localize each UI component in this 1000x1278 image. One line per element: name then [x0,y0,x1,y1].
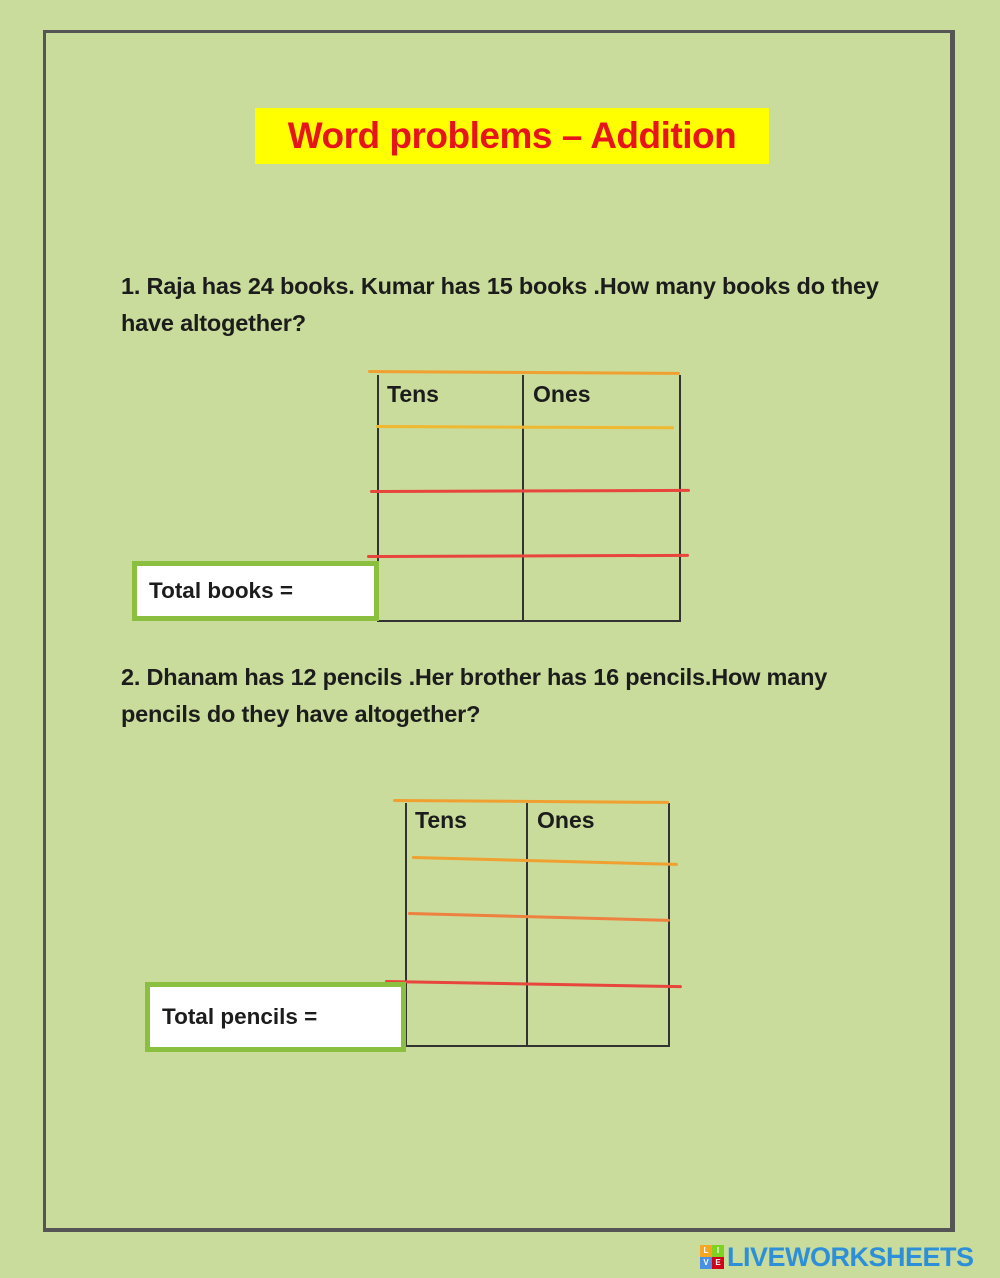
logo-letter: I [712,1245,724,1257]
total-books-answer-box[interactable] [132,561,379,621]
logo-letter: E [712,1257,724,1269]
liveworksheets-brand-text: LIVEWORKSHEETS [727,1241,974,1272]
total-pencils-answer-box[interactable] [145,982,406,1052]
liveworksheets-logo [700,1240,974,1274]
table-2-middle-divider [526,803,528,1047]
table-1-row-line-2 [367,554,689,558]
table-2-right-border [668,803,670,1047]
table-2-top-line [393,799,669,804]
total-books-label: Total books = [149,578,293,603]
table-2-row-line-1 [408,912,670,922]
table-1-right-border [679,375,681,622]
table-1-ones-header: Ones [533,381,591,407]
table-1-middle-divider [522,375,524,622]
table-2-tens-header: Tens [415,807,467,833]
question-1-text: 1. Raja has 24 books. Kumar has 15 books .How many books do they have altogether? [121,273,879,336]
table-2-ones-header: Ones [537,807,595,833]
total-pencils-label: Total pencils = [162,1004,318,1029]
table-2-header-line [412,856,678,866]
logo-letter: V [700,1257,712,1269]
table-1-tens-header: Tens [387,381,439,407]
table-2-bottom-border [405,1045,670,1047]
table-1-bottom-border [377,620,681,622]
question-2-text: 2. Dhanam has 12 pencils .Her brother has 16 pencils.How many pencils do they have altogether? [121,664,828,727]
table-1-header-line [376,425,674,429]
worksheet-title: Word problems – Addition [255,108,769,164]
liveworksheets-logo-icon [700,1245,724,1269]
table-1-row-line-1 [370,489,690,493]
logo-letter: L [700,1245,712,1257]
place-value-table-1 [366,365,691,625]
place-value-table-2 [384,795,684,1053]
table-2-row-line-2 [385,980,682,988]
